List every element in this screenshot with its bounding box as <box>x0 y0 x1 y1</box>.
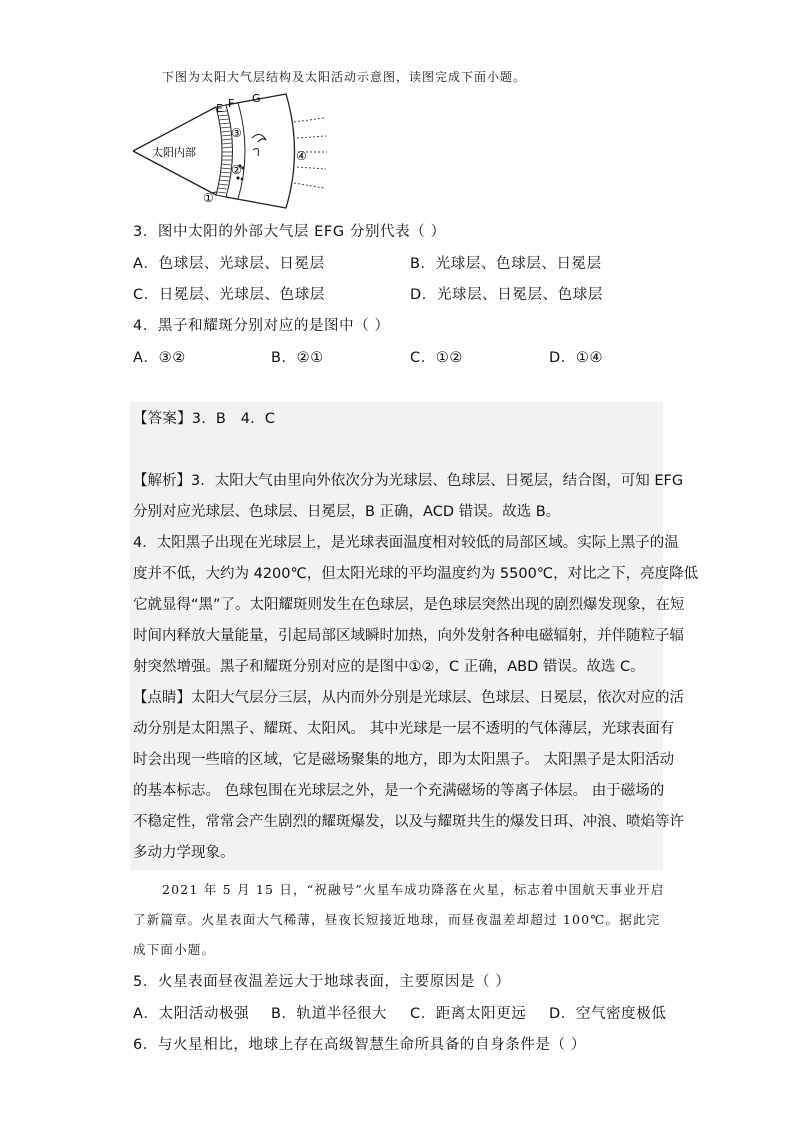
comment-line: 【点睛】太阳大气层分三层，从内而外分别是光球层、色球层、日冕层，依次对应的活 <box>133 690 684 706</box>
q3-option-b: B．光球层、色球层、日冕层 <box>410 256 602 272</box>
analysis-line: 射突然增强。黑子和耀斑分别对应的是图中①②，C 正确，ABD 错误。故选 C。 <box>133 659 645 675</box>
label-g: G <box>252 92 261 105</box>
q5-option-a: A．太阳活动极强 <box>133 1006 250 1022</box>
passage-line: 了新篇章。火星表面大气稀薄，昼夜长短接近地球，而昼夜温差却超过 100℃。据此完 <box>133 912 661 927</box>
analysis-line: 4．太阳黑子出现在光球层上，是光球表面温度相对较低的局部区域。实际上黑子的温 <box>133 535 679 551</box>
q4-option-a: A．③② <box>133 350 186 366</box>
q6-stem: 6．与火星相比，地球上存在高级智慧生命所具备的自身条件是（ ） <box>133 1037 586 1053</box>
comment-line: 时会出现一些暗的区域，它是磁场聚集的地方，即为太阳黑子。 太阳黑子是太阳活动 <box>133 752 675 768</box>
comment-line: 多动力学现象。 <box>133 845 235 861</box>
q5-stem: 5．火星表面昼夜温差远大于地球表面，主要原因是（ ） <box>133 974 511 990</box>
q5-option-b: B．轨道半径很大 <box>271 1006 388 1022</box>
analysis-line: 它就显得“黑”了。太阳耀斑则发生在色球层，是色球层突然出现的剧烈爆发现象，在短 <box>133 597 685 613</box>
comment-line: 的基本标志。 色球包围在光球层之外，是一个充满磁场的等离子体层。 由于磁场的 <box>133 783 665 799</box>
q3-option-c: C．日冕层、光球层、色球层 <box>133 287 325 303</box>
analysis-line: 度并不低，大约为 4200℃，但太阳光球的平均温度约为 5500℃，对比之下，亮度降低 <box>133 566 699 582</box>
answer-line: 【答案】3．B 4．C <box>133 411 276 427</box>
label-num-1: ① <box>203 191 214 205</box>
analysis-line: 【解析】3．太阳大气由里向外依次分为光球层、色球层、日冕层，结合图，可知 EFG <box>133 473 684 489</box>
analysis-line: 分别对应光球层、色球层、日冕层，B 正确，ACD 错误。故选 B。 <box>133 504 561 520</box>
comment-paragraph <box>133 683 684 869</box>
analysis-paragraph <box>133 466 699 683</box>
q3-option-d: D．光球层、日冕层、色球层 <box>410 287 603 303</box>
comment-line: 动分别是太阳黑子、耀斑、太阳风。 其中光球是一层不透明的气体薄层，光球表面有 <box>133 721 675 737</box>
passage-line: 成下面小题。 <box>133 942 216 957</box>
sun-atmosphere-diagram <box>128 90 328 212</box>
label-num-4: ④ <box>296 149 307 163</box>
q3-stem: 3．图中太阳的外部大气层 EFG 分别代表（ ） <box>133 224 446 240</box>
passage-line: 2021 年 5 月 15 日，“祝融号”火星车成功降落在火星，标志着中国航天事业开启 <box>162 882 665 897</box>
q4-option-d: D．①④ <box>549 350 604 366</box>
comment-line: 不稳定性，常常会产生剧烈的耀斑爆发，以及与耀斑共生的爆发日珥、冲浪、喷焰等许 <box>133 814 684 830</box>
label-f: F <box>228 97 235 110</box>
q4-option-c: C．①② <box>410 350 464 366</box>
q5-option-d: D．空气密度极低 <box>549 1006 667 1022</box>
hatched-layer <box>216 105 233 197</box>
label-interior: 太阳内部 <box>152 146 196 159</box>
intro-text: 下图为太阳大气层结构及太阳活动示意图，读图完成下面小题。 <box>162 70 527 84</box>
label-num-3: ③ <box>231 126 242 140</box>
label-e: E <box>216 102 223 115</box>
q5-option-c: C．距离太阳更远 <box>410 1006 527 1022</box>
q4-option-b: B．②① <box>271 350 324 366</box>
q3-option-a: A．色球层、光球层、日冕层 <box>133 256 325 272</box>
label-num-2: ② <box>231 163 242 177</box>
analysis-line: 时间内释放大量能量，引起局部区域瞬时加热，向外发射各种电磁辐射，并伴随粒子辐 <box>133 628 684 644</box>
q4-stem: 4．黑子和耀斑分别对应的是图中（ ） <box>133 318 390 334</box>
